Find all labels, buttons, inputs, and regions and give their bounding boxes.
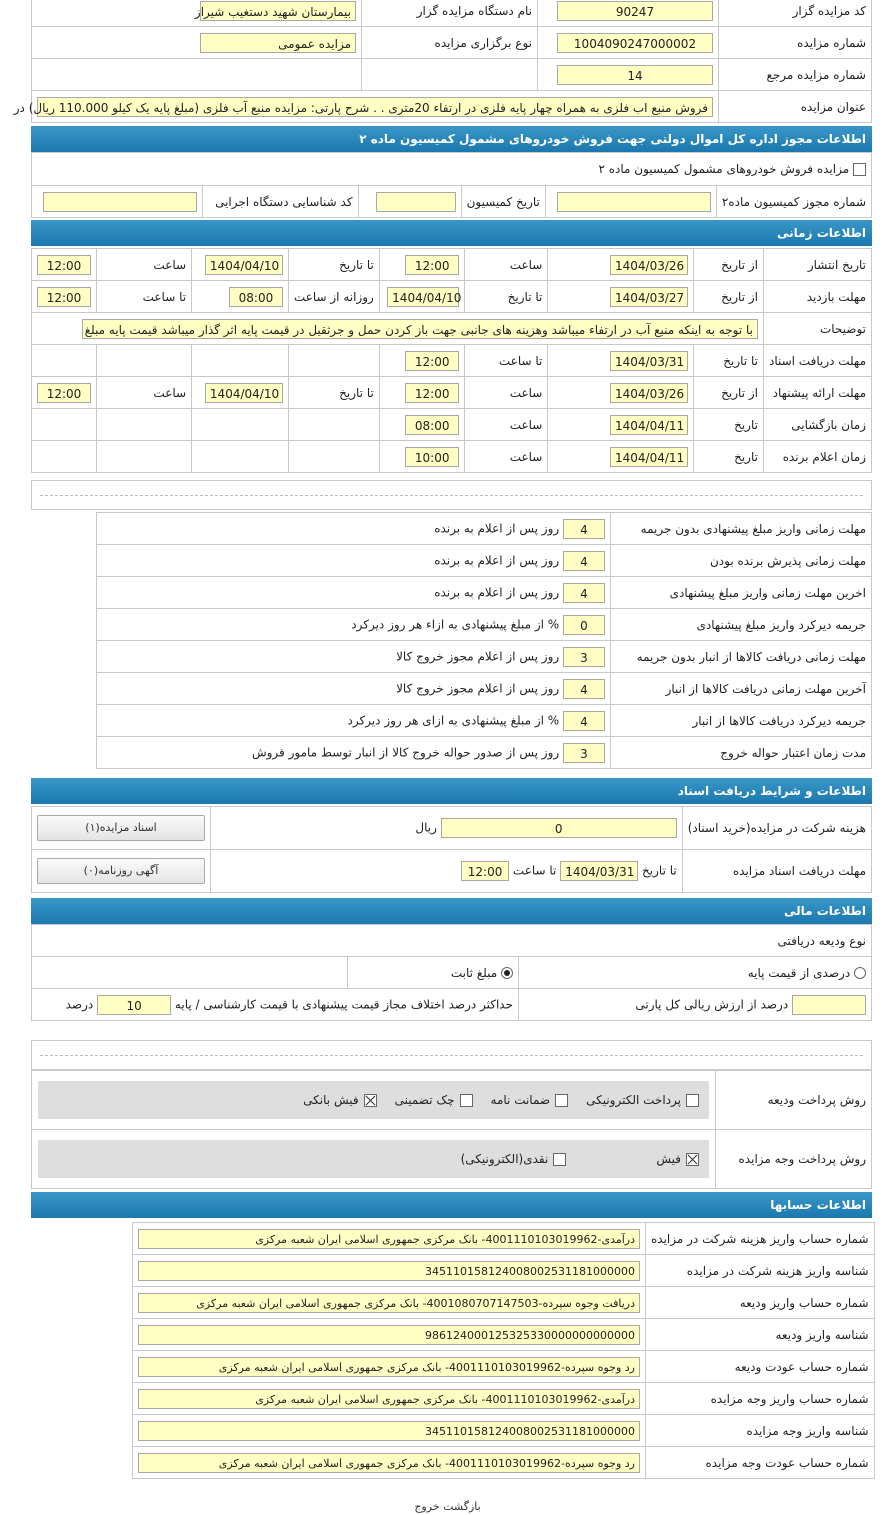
account-value-field[interactable]: 345110158124008002531181000000 xyxy=(138,1421,640,1441)
deposit-type-label: نوع ودیعه دریافتی xyxy=(32,925,872,957)
permit-date-field[interactable] xyxy=(376,192,456,212)
offer-from-field[interactable]: 1404/03/26 xyxy=(610,383,688,403)
deadline-row xyxy=(97,545,872,577)
title-label: عنوان مزایده xyxy=(719,91,872,123)
permit-header: اطلاعات مجوز اداره کل اموال دولتی جهت فروش خودروهای مشمول کمیسیون ماده ۲ xyxy=(31,126,872,152)
fixed-radio[interactable] xyxy=(501,967,513,979)
offer-from-time-field[interactable]: 12:00 xyxy=(405,383,459,403)
doc-to-time-field[interactable]: 12:00 xyxy=(405,351,459,371)
daily-to-field[interactable]: 12:00 xyxy=(37,287,91,307)
account-value-field[interactable]: درآمدی-4001110103019962- بانک مرکزی جمهوری اسلامی ایران شعبه مرکزی xyxy=(138,1229,640,1249)
deposit-pay-option[interactable] xyxy=(491,1093,569,1107)
account-row xyxy=(133,1319,875,1351)
account-label: شناسه واریز ودیعه xyxy=(646,1319,875,1351)
auction-docs-button[interactable]: اسناد مزایده(۱) xyxy=(37,815,205,841)
type-label: نوع برگزاری مزایده xyxy=(362,27,538,59)
account-row xyxy=(133,1415,875,1447)
deadline-label: مدت زمان اعتبار حواله خروج xyxy=(611,737,872,769)
deadline-label: مهلت زمانی واریز مبلغ پیشنهادی بدون جریمه xyxy=(611,513,872,545)
deadline-value-field[interactable]: 4 xyxy=(563,519,605,539)
deadline-label: مهلت زمانی دریافت کالاها از انبار بدون جریمه xyxy=(611,641,872,673)
account-value-field[interactable]: رد وجوه سپرده-4001110103019962- بانک مرکزی جمهوری اسلامی ایران شعبه مرکزی xyxy=(138,1357,640,1377)
deadline-label: مهلت زمانی پذیرش برنده بودن xyxy=(611,545,872,577)
article2-checkbox-label: مزایده فروش خودروهای مشمول کمیسیون ماده ۲ xyxy=(598,162,850,176)
docs-header: اطلاعات و شرایط دریافت اسناد xyxy=(31,778,872,804)
account-row xyxy=(133,1223,875,1255)
deposit-pay-checkbox[interactable] xyxy=(555,1094,568,1107)
deadline-value-field[interactable]: 4 xyxy=(563,551,605,571)
deposit-pay-label: روش پرداخت ودیعه xyxy=(716,1071,872,1130)
finance-header: اطلاعات مالی xyxy=(31,898,872,924)
price-pay-options xyxy=(38,1140,709,1178)
account-label: شماره حساب عودت ودیعه xyxy=(646,1351,875,1383)
timing-table xyxy=(31,248,872,473)
offer-to-label: تا تاریخ xyxy=(288,377,379,409)
divider-2 xyxy=(31,1040,872,1070)
deadlines-table xyxy=(96,512,872,769)
code-field[interactable]: 90247 xyxy=(557,1,713,21)
doc-cost-label: هزینه شرکت در مزایده(خرید اسناد) xyxy=(682,807,871,850)
back-exit-link[interactable]: بازگشت خروج xyxy=(414,1500,481,1513)
publish-to-label: تا تاریخ xyxy=(288,249,379,281)
price-pay-option-label: نقدی(الکترونیکی) xyxy=(460,1152,549,1166)
permit-no-field[interactable] xyxy=(557,192,711,212)
deposit-pay-checkbox[interactable] xyxy=(460,1094,473,1107)
finance-table xyxy=(31,924,872,1021)
doc-to-time-label: تا ساعت xyxy=(465,345,548,377)
account-row xyxy=(133,1351,875,1383)
deadline-unit: % از مبلغ پیشنهادی به ازای هر روز دیرکرد xyxy=(347,713,560,727)
visit-from-field[interactable]: 1404/03/27 xyxy=(610,287,688,307)
price-pay-option[interactable] xyxy=(461,1152,567,1166)
deadline-value-field[interactable]: 0 xyxy=(563,615,605,635)
doc-deadline-label2: مهلت دریافت اسناد مزایده xyxy=(682,850,871,893)
visit-label: مهلت بازدید xyxy=(763,281,871,313)
account-value-field[interactable]: 345110158124008002531181000000 xyxy=(138,1261,640,1281)
percent-total-label: درصد از ارزش ریالی کل پارتی xyxy=(635,997,789,1011)
account-label: شناسه واریز وجه مزایده xyxy=(646,1415,875,1447)
publish-from-time-field[interactable]: 12:00 xyxy=(405,255,459,275)
deadline-unit: روز پس از اعلام مجوز خروج کالا xyxy=(396,649,560,663)
publish-to-time-field[interactable]: 12:00 xyxy=(37,255,91,275)
deadline-label: جریمه دیرکرد دریافت کالاها از انبار xyxy=(611,705,872,737)
exec-id-field[interactable] xyxy=(43,192,197,212)
deadline-value-field[interactable]: 3 xyxy=(563,743,605,763)
doc-deadline-time-field[interactable]: 12:00 xyxy=(461,861,509,881)
account-value-field[interactable]: درآمدی-4001110103019962- بانک مرکزی جمهوری اسلامی ایران شعبه مرکزی xyxy=(138,1389,640,1409)
newspaper-ads-button[interactable]: آگهی روزنامه(۰) xyxy=(37,858,205,884)
visit-to-field[interactable]: 1404/04/10 xyxy=(387,287,459,307)
doc-deadline-label: مهلت دریافت اسناد xyxy=(763,345,871,377)
price-pay-option-label: فیش xyxy=(656,1152,681,1166)
offer-to-time-label: ساعت xyxy=(97,377,192,409)
price-pay-option[interactable] xyxy=(656,1152,699,1166)
desc-label: توضیحات xyxy=(763,313,871,345)
account-value-field[interactable]: رد وجوه سپرده-4001110103019962- بانک مرکزی جمهوری اسلامی ایران شعبه مرکزی xyxy=(138,1453,640,1473)
deadline-value-field[interactable]: 4 xyxy=(563,711,605,731)
winner-time-label: ساعت xyxy=(465,441,548,473)
deadline-unit: روز پس از صدور حواله خروج کالا از انبار توسط مامور فروش xyxy=(251,745,560,759)
publish-from-label: از تاریخ xyxy=(694,249,764,281)
deposit-pay-option[interactable] xyxy=(303,1093,376,1107)
percent-radio[interactable] xyxy=(854,967,866,979)
ref-label: شماره مزایده مرجع xyxy=(719,59,872,91)
price-pay-checkbox[interactable] xyxy=(553,1153,566,1166)
divider xyxy=(31,480,872,510)
publish-time-label: ساعت xyxy=(465,249,548,281)
open-time-label: ساعت xyxy=(465,409,548,441)
deadline-row xyxy=(97,577,872,609)
ref-field[interactable]: 14 xyxy=(557,65,713,85)
doc-deadline-to-time-label: تا ساعت xyxy=(512,863,557,878)
deadline-row xyxy=(97,737,872,769)
deadline-row xyxy=(97,641,872,673)
title-field[interactable]: فروش منبع اب فلزی به همراه چهار پایه فلزی در ارتفاء 20متری . . شرح پارتی: مزایده منبع آب فلزی (مبلغ پایه یک کیلو 110.000 ریال) در xyxy=(37,97,713,117)
account-row xyxy=(133,1287,875,1319)
publish-from-field[interactable]: 1404/03/26 xyxy=(610,255,688,275)
article2-checkbox[interactable] xyxy=(853,163,866,176)
max-diff-field[interactable]: 10 xyxy=(97,995,171,1015)
account-value-field[interactable]: 986124000125325330000000000000 xyxy=(138,1325,640,1345)
deadline-unit: روز پس از اعلام مجوز خروج کالا xyxy=(396,681,560,695)
fixed-radio-label: مبلغ ثابت xyxy=(450,965,498,980)
open-date-label: تاریخ xyxy=(694,409,764,441)
accounts-header: اطلاعات حسابها xyxy=(31,1192,872,1218)
number-field[interactable]: 1004090247000002 xyxy=(557,33,713,53)
account-row xyxy=(133,1383,875,1415)
publish-to-field[interactable]: 1404/04/10 xyxy=(205,255,283,275)
deadline-label: آخرین مهلت زمانی دریافت کالاها از انبار xyxy=(611,673,872,705)
deadline-value-field[interactable]: 3 xyxy=(563,647,605,667)
account-label: شناسه واریز هزینه شرکت در مزایده xyxy=(646,1255,875,1287)
doc-to-label: تا تاریخ xyxy=(694,345,764,377)
visit-to-label: تا تاریخ xyxy=(465,281,548,313)
deadline-row xyxy=(97,513,872,545)
deposit-pay-checkbox[interactable] xyxy=(686,1094,699,1107)
winner-time-field[interactable]: 10:00 xyxy=(405,447,459,467)
exec-id-label: کد شناسایی دستگاه اجرایی xyxy=(202,186,358,218)
open-date-field[interactable]: 1404/04/11 xyxy=(610,415,688,435)
doc-deadline-to-date-label: تا تاریخ xyxy=(642,863,677,878)
max-diff-unit: درصد xyxy=(65,997,94,1011)
account-row xyxy=(133,1255,875,1287)
account-label: شماره حساب عودت وجه مزایده xyxy=(646,1447,875,1479)
account-row xyxy=(133,1447,875,1479)
offer-to-field[interactable]: 1404/04/10 xyxy=(205,383,283,403)
deposit-pay-option-label: پرداخت الکترونیکی xyxy=(586,1093,681,1107)
max-diff-label: حداکثر درصد اختلاف مجاز قیمت پیشنهادی با قیمت کارشناسی / پایه xyxy=(174,997,514,1011)
deposit-pay-options xyxy=(38,1081,709,1119)
percent-total-field[interactable] xyxy=(792,995,866,1015)
deposit-pay-option-label: چک تضمینی xyxy=(394,1093,455,1107)
deadline-row xyxy=(97,609,872,641)
docs-table xyxy=(31,806,872,893)
percent-radio-label: درصدی از قیمت پایه xyxy=(747,965,851,980)
code-label: کد مزایده گزار xyxy=(719,0,872,27)
account-value-field[interactable]: دریافت وجوه سپرده-4001080707147503- بانک مرکزی جمهوری اسلامی ایران شعبه مرکزی xyxy=(138,1293,640,1313)
deadline-unit: روز پس از اعلام به برنده xyxy=(434,553,560,567)
permit-table xyxy=(31,152,872,218)
doc-deadline-date-field[interactable]: 1404/03/31 xyxy=(560,861,638,881)
deadline-value-field[interactable]: 4 xyxy=(563,679,605,699)
doc-to-field[interactable]: 1404/03/31 xyxy=(610,351,688,371)
offer-time-label: ساعت xyxy=(465,377,548,409)
type-field[interactable]: مزایده عمومی xyxy=(200,33,356,53)
accounts-table xyxy=(132,1222,875,1479)
account-label: شماره حساب واریز ودیعه xyxy=(646,1287,875,1319)
offer-to-time-field[interactable]: 12:00 xyxy=(37,383,91,403)
daily-from-label: روزانه از ساعت xyxy=(288,281,379,313)
price-pay-label: روش پرداخت وجه مزایده xyxy=(716,1130,872,1189)
open-time-field[interactable]: 08:00 xyxy=(405,415,459,435)
deposit-pay-checkbox[interactable] xyxy=(364,1094,377,1107)
deposit-pay-option[interactable] xyxy=(395,1093,473,1107)
publish-label: تاریخ انتشار xyxy=(807,257,866,272)
deadline-value-field[interactable]: 4 xyxy=(563,583,605,603)
deadline-unit: % از مبلغ پیشنهادی به ازاء هر روز دیرکرد xyxy=(351,617,560,631)
account-label: شماره حساب واریز هزینه شرکت در مزایده xyxy=(646,1223,875,1255)
general-info-table xyxy=(13,0,872,123)
deadline-row xyxy=(97,705,872,737)
winner-date-label: تاریخ xyxy=(694,441,764,473)
price-pay-checkbox[interactable] xyxy=(686,1153,699,1166)
doc-cost-unit: ریال xyxy=(415,820,437,835)
deadline-label: جریمه دیرکرد واریز مبلغ پیشنهادی xyxy=(611,609,872,641)
daily-to-label: تا ساعت xyxy=(97,281,192,313)
offer-from-label: از تاریخ xyxy=(694,377,764,409)
account-label: شماره حساب واریز وجه مزایده xyxy=(646,1383,875,1415)
offer-label: مهلت ارائه پیشنهاد xyxy=(763,377,871,409)
payment-table xyxy=(31,1070,872,1189)
permit-no-label: شماره مجوز کمیسیون ماده۲ xyxy=(716,186,871,218)
deposit-pay-option[interactable] xyxy=(586,1093,699,1107)
org-label: نام دستگاه مزایده گزار xyxy=(362,0,538,27)
timing-header: اطلاعات زمانی xyxy=(31,220,872,246)
desc-field[interactable]: با توجه به اینکه منبع آب در ارتفاء میباشد وهزینه های جانبی جهت باز کردن حمل و جرثقیل در قیمت پایه اثر گذار میباشد قیمت پایه مبلغ xyxy=(82,319,758,339)
daily-from-field[interactable]: 08:00 xyxy=(229,287,283,307)
number-label: شماره مزایده xyxy=(719,27,872,59)
deposit-pay-option-label: فیش بانکی xyxy=(303,1093,359,1107)
doc-cost-field[interactable]: 0 xyxy=(441,818,677,838)
deadline-row xyxy=(97,673,872,705)
deadline-label: اخرین مهلت زمانی واریز مبلغ پیشنهادی xyxy=(611,577,872,609)
open-label: زمان بازگشایی xyxy=(763,409,871,441)
deposit-pay-option-label: ضمانت نامه xyxy=(490,1093,551,1107)
publish-to-time-label: ساعت xyxy=(97,249,192,281)
winner-date-field[interactable]: 1404/04/11 xyxy=(610,447,688,467)
permit-date-label: تاریخ کمیسیون xyxy=(461,186,545,218)
winner-label: زمان اعلام برنده xyxy=(763,441,871,473)
org-field[interactable]: بیمارستان شهید دستغیب شیراز xyxy=(200,1,356,21)
deadline-unit: روز پس از اعلام به برنده xyxy=(434,521,560,535)
visit-from-label: از تاریخ xyxy=(694,281,764,313)
deadline-unit: روز پس از اعلام به برنده xyxy=(434,585,560,599)
